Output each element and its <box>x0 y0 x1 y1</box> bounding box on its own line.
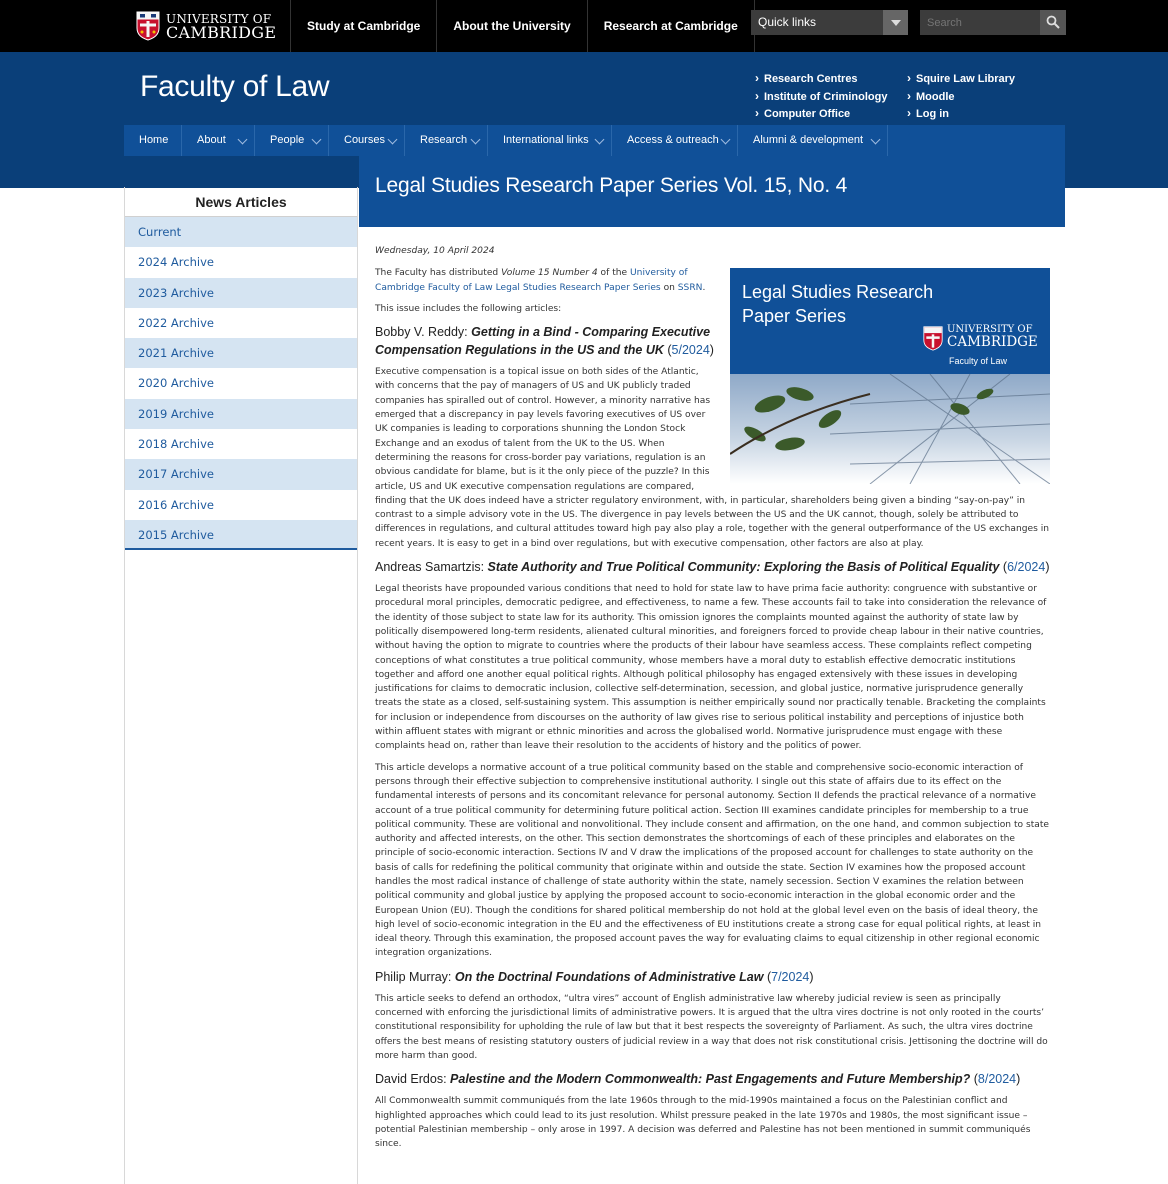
publish-date: Wednesday, 10 April 2024 <box>375 246 495 256</box>
sidebar-item-2019[interactable]: 2019 Archive <box>125 399 357 429</box>
university-logo[interactable] <box>136 10 278 42</box>
article-abstract: This article develops a normative account of a true political community based on the stable and comprehensive socio-economic interaction of persons through their effective subjection to comprehensive institutional authority. I single out this state of affairs due to its effect on the fundamental interests of persons and its concomitant relevance for personal autonomy. Section II defends the practical relevance of a normative account of a true political community for determining future political action. Section III examines candidate principles for membership to a true political community. These are volitional and nonvolitional. They include consent and affirmation, on the one hand, and common subjection to state authority and affected interests, on the other. This section demonstrates the shortcomings of each of these principles and elaborates on the principle of socio-economic interaction. Sections IV and V draw the implications of the proposed account for challenges to state authority on the basis of calls for redefining the political community that originate within and outside the state. Section IV examines how the proposed account handles the most radical instance of challenge of state authority within the state, namely secession. Section V examines the relation between political community and global justice by applying the proposed account to socio-economic interaction in the global economic order and the European Union (EU). Though the conditions for shared political membership do not hold at the global level even on the basis of ideal theory, the high level of socio-economic integration in the EU and the effectiveness of EU institutions create a strong case for equal political rights, at least in ideal theory. Through this examination, the proposed account paves the way for evaluating claims to equal citizenship in other regional economic integration organizations. <box>375 762 1049 959</box>
chevron-down-icon[interactable] <box>595 135 605 145</box>
topnav-about[interactable]: About the University <box>436 0 586 52</box>
topnav-study[interactable]: Study at Cambridge <box>290 0 436 52</box>
link-moodle[interactable]: › Moodle <box>907 88 1015 106</box>
nav-about[interactable] <box>182 125 255 156</box>
sidebar-item-2022[interactable]: 2022 Archive <box>138 315 214 330</box>
link-squire-library[interactable]: › Squire Law Library <box>907 70 1015 88</box>
quick-links-select[interactable] <box>751 10 908 35</box>
top-bar <box>0 0 1168 52</box>
article-title: State Authority and True Political Community: Exploring the Basis of Political Equality <box>487 560 1000 575</box>
sidebar <box>124 187 358 1184</box>
article-ref-link[interactable]: 8/2024 <box>977 1072 1017 1087</box>
intro-mid: of the <box>597 268 631 279</box>
nav-courses-label: Courses <box>344 134 385 146</box>
page-header <box>359 156 1065 227</box>
article-title: On the Doctrinal Foundations of Administrative Law <box>454 969 764 984</box>
article-title: Palestine and the Modern Commonwealth: Past Engagements and Future Membership? <box>450 1072 971 1087</box>
intro-on: on <box>660 282 678 293</box>
feature-logo <box>923 324 1047 366</box>
link-research-centres[interactable]: › Research Centres <box>755 70 887 88</box>
nav-research[interactable] <box>405 125 488 156</box>
sidebar-item-2018[interactable]: 2018 Archive <box>138 437 214 452</box>
article-author: Philip Murray: <box>375 969 455 984</box>
chevron-down-icon[interactable] <box>312 135 322 145</box>
topnav-research[interactable]: Research at Cambridge <box>587 0 755 52</box>
series-link[interactable]: University of Cambridge Faculty of Law Legal Studies Research Paper Series <box>375 268 688 293</box>
intro-volume: Volume 15 Number 4 <box>501 268 598 279</box>
feature-title-line1: Legal Studies Research <box>742 282 934 303</box>
sidebar-item-current[interactable]: Current <box>125 217 357 247</box>
nav-alumni[interactable] <box>738 125 888 156</box>
sidebar-item-2015[interactable]: 2015 Archive <box>125 520 357 550</box>
sidebar-title: News Articles <box>125 187 357 217</box>
article-abstract: Legal theorists have propounded various conditions that need to hold for state law to have prima facie authority: congruence with substantive or procedural moral principles, democratic pedigree, and effectiveness, to name a few. These accounts fail to take into consideration the relevance of the identity of those subject to state law for its authority. This omission ignores the complaints mounted against the authority of state law by politically disempowered long-term residents, alienated cultural minorities, and foreigners forced to provide cheap labour in their native countries, without having the option to migrate to countries where the products of their labour have seamless access. These complaints reflect competing conceptions of what constitutes a true political community, whose members have a moral duty to establish effective democratic institutions together and afford one another equal political rights. Although political philosophy has engaged extensively with these issues in developing justifications for claims to democratic inclusion, collective self-determination, secession, and global justice, normative jurisprudence generally treats the state as a closed, self-sustaining system. This assumption is neither empirically sound nor practically tenable. Bracketing the complaints for inclusion or independence from discourses on the authority of law gives rise to serious political instability and perceptions of injustice both within affluent states with migrant or ethnic minorities and across the globalised world. Normative jurisprudence must engage with these complaints head on, rather than leave their resolution to the accidents of history and the politics of power. <box>375 584 1047 752</box>
nav-international[interactable] <box>488 125 612 156</box>
sidebar-item-2024[interactable]: 2024 Archive <box>138 255 214 270</box>
chevron-down-icon[interactable] <box>883 10 908 35</box>
nav-about-label: About <box>197 134 226 146</box>
article-author: David Erdos: <box>375 1072 451 1087</box>
page-title: Legal Studies Research Paper Series Vol. 15, No. 4 <box>375 174 848 197</box>
nav-home[interactable] <box>124 125 182 156</box>
chevron-down-icon[interactable] <box>388 135 398 145</box>
chevron-down-icon[interactable] <box>721 135 731 145</box>
feature-title-line2: Paper Series <box>742 306 847 327</box>
faculty-title[interactable]: Faculty of Law <box>140 70 330 103</box>
sidebar-item-2021[interactable]: 2021 Archive <box>125 338 357 368</box>
article-ref-link[interactable]: 6/2024 <box>1007 560 1046 575</box>
article-content <box>375 244 1050 1158</box>
nav-alumni-label: Alumni & development <box>753 134 864 146</box>
intro-pre: The Faculty has distributed <box>375 268 502 279</box>
includes-text: This issue includes the following articles: <box>375 303 562 314</box>
article-author: Andreas Samartzis: <box>375 560 488 575</box>
nav-international-label: International links <box>503 134 589 146</box>
chevron-down-icon[interactable] <box>471 135 481 145</box>
chevron-down-icon[interactable] <box>871 135 881 145</box>
article-abstract: This article seeks to defend an orthodox, “ultra vires” account of English administrative law whereby judicial review is seen as principally concerned with enforcing the jurisdictional limits of administrative powers. It is argued that the ultra vires doctrine is not only rooted in the courts’ constitutional responsibility for upholding the rule of law but that it best respects the sovereignty of Parliament. As such, the ultra vires doctrine offers the best means of resisting statutory ousters of judicial review in a way that does not risk constitutional crisis. Jettisoning the doctrine will do more harm than good. <box>375 993 1048 1061</box>
nav-people[interactable] <box>255 125 329 156</box>
sidebar-item-2023[interactable]: 2023 Archive <box>125 278 357 308</box>
series-feature-image <box>730 268 1050 484</box>
sidebar-item-2017[interactable]: 2017 Archive <box>125 459 357 489</box>
ssrn-link[interactable]: SSRN <box>677 282 703 293</box>
article-heading: Bobby V. Reddy: Getting in a Bind - Comparing Executive Compensation Regulations in the US and the UK (5/2024) <box>375 325 714 358</box>
intro-end: . <box>702 282 706 293</box>
feature-photo <box>730 374 1050 484</box>
article-ref-link[interactable]: 5/2024 <box>671 343 710 358</box>
article-heading: Andreas Samartzis: State Authority and True Political Community: Exploring the Basis of Political Equality (6/2024) <box>375 560 1050 575</box>
chevron-down-icon[interactable] <box>238 135 248 145</box>
article-heading: Philip Murray: On the Doctrinal Foundations of Administrative Law (7/2024) <box>375 969 814 984</box>
header-links-col1 <box>755 70 887 123</box>
article-author: Bobby V. Reddy: <box>375 325 472 340</box>
crest-icon <box>136 11 160 41</box>
article-title: Getting in a Bind - Comparing Executive Compensation Regulations in the US and the UK <box>375 325 711 358</box>
feature-logo-sub: Faculty of Law <box>949 356 1008 367</box>
search-button[interactable] <box>1040 10 1066 35</box>
link-institute-criminology[interactable]: › Institute of Criminology <box>755 88 887 106</box>
article-heading: David Erdos: Palestine and the Modern Commonwealth: Past Engagements and Future Membership? (8/2024) <box>375 1072 1021 1087</box>
nav-people-label: People <box>270 134 305 146</box>
quick-links-label: Quick links <box>758 15 817 29</box>
link-computer-office[interactable]: › Computer Office <box>755 105 887 123</box>
feature-logo-line1: UNIVERSITY OF <box>947 324 1033 336</box>
nav-access-outreach[interactable] <box>612 125 738 156</box>
feature-logo-line2: CAMBRIDGE <box>947 334 1038 351</box>
nav-access-label: Access & outreach <box>627 134 719 146</box>
feature-title <box>742 280 933 328</box>
header-links-col2 <box>907 70 1015 123</box>
sidebar-item-2016[interactable]: 2016 Archive <box>138 497 214 512</box>
link-login[interactable]: › Log in <box>907 105 1015 123</box>
search-input[interactable] <box>920 10 1040 35</box>
logo-line2: CAMBRIDGE <box>166 23 277 42</box>
nav-research-label: Research <box>420 134 468 146</box>
article-abstract: Executive compensation is a topical issue on both sides of the Atlantic, with concerns that the pay of managers of US and UK publicly traded companies has spiralled out of control. However, a minority narrative has emerged that a discrepancy in pay levels favoring executives of US over UK companies is leading to corporations shunning the London Stock Exchange and an exodus of talent from the UK to the US. When determining the reasons for cross-border pay variations, regulation is an obvious candidate for blame, but is it the only piece of the puzzle? In this article, US and UK executive compensation regulations are compared, finding that the UK does indeed have a stricter regulatory environment, with, in particular, shareholders being given a binding “say-on-pay” in contrast to a simple advisory vote in the US. The divergence in pay levels between the US and the UK cannot, though, solely be attributed to differences in regulations, and cultural attitudes toward high pay also play a role, together with the general outperformance of the US exchanges in recent years. It is easy to get in a bind over regulations, but with executive compensation, other factors are also at play. <box>375 367 1050 549</box>
crest-icon <box>923 326 943 351</box>
top-nav <box>290 0 755 52</box>
main-nav <box>124 125 1065 156</box>
article-abstract: All Commonwealth summit communiqués from the late 1960s through to the mid-1990s maintained a focus on the Palestinian conflict and highlighted approaches which could lead to its just resolution. Whilst pressure peaked in the late 1970s and 1980s, the most significant issue – potential Palestinian membership – only arose in 1997. A decision was deferred and Palestine has not been mentioned in summit communiqués since. <box>375 1096 1031 1150</box>
search-icon <box>1046 15 1060 29</box>
nav-home-label: Home <box>139 134 169 146</box>
nav-courses[interactable] <box>329 125 405 156</box>
sidebar-item-2020[interactable]: 2020 Archive <box>138 376 214 391</box>
article-ref-link[interactable]: 7/2024 <box>771 969 810 984</box>
logo-line1: UNIVERSITY OF <box>166 12 272 26</box>
